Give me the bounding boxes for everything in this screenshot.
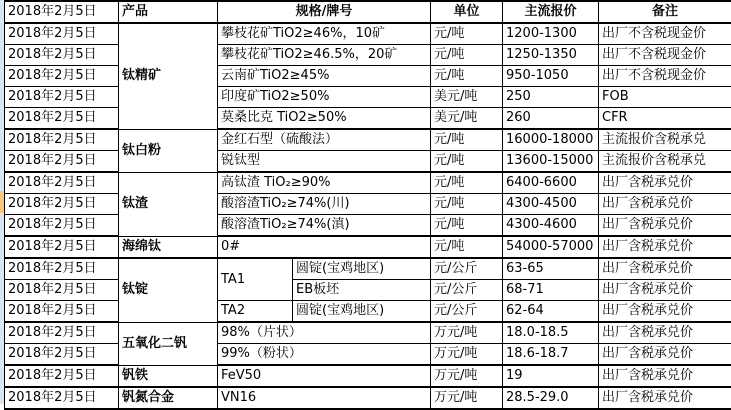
table-row bbox=[5, 387, 731, 409]
cell-price: 1250-1350 bbox=[503, 45, 599, 66]
header-product: 产品 bbox=[119, 1, 218, 23]
cell-note: 出厂含税承兑价 bbox=[599, 322, 731, 344]
cell-unit: 美元/吨 bbox=[431, 108, 503, 130]
cell-spec: 莫桑比克 TiO2≥50% bbox=[218, 108, 431, 130]
header-date: 2018年2月5日 bbox=[5, 1, 119, 23]
cell-date: 2018年2月5日 bbox=[5, 87, 119, 108]
cell-date: 2018年2月5日 bbox=[5, 194, 119, 215]
table-row bbox=[5, 258, 731, 280]
cell-spec: 印度矿TiO2≥50% bbox=[218, 87, 431, 108]
cell-note: 出厂含税承兑价 bbox=[599, 236, 731, 258]
cell-product: 钒氮合金 bbox=[119, 387, 218, 409]
cell-price: 18.6-18.7 bbox=[503, 344, 599, 366]
cell-date: 2018年2月5日 bbox=[5, 45, 119, 66]
cell-grade: TA1 bbox=[218, 258, 293, 301]
cell-note: FOB bbox=[599, 87, 731, 108]
cell-price: 18.0-18.5 bbox=[503, 322, 599, 344]
cell-form: EB板坯 bbox=[293, 280, 431, 301]
table-row bbox=[5, 172, 731, 194]
cell-unit: 元/吨 bbox=[431, 66, 503, 87]
cell-spec: 0# bbox=[218, 236, 431, 258]
cell-price: 4300-4600 bbox=[503, 215, 599, 237]
cell-spec: 高钛渣 TiO₂≥90% bbox=[218, 172, 431, 194]
cell-spec: 酸溶渣TiO₂≥74%(川) bbox=[218, 194, 431, 215]
cell-note: 出厂不含税现金价 bbox=[599, 23, 731, 45]
table-row bbox=[5, 236, 731, 258]
header-note: 备注 bbox=[599, 1, 731, 23]
cell-note: 出厂含税承兑价 bbox=[599, 258, 731, 280]
cell-unit: 元/公斤 bbox=[431, 258, 503, 280]
table-row bbox=[5, 280, 731, 301]
cell-spec: 酸溶渣TiO₂≥74%(滇) bbox=[218, 215, 431, 237]
cell-form: 圆锭(宝鸡地区) bbox=[293, 258, 431, 280]
cell-note: CFR bbox=[599, 108, 731, 130]
table-row bbox=[5, 129, 731, 151]
table-row bbox=[5, 66, 731, 87]
cell-note: 出厂不含税现金价 bbox=[599, 66, 731, 87]
cell-date: 2018年2月5日 bbox=[5, 344, 119, 366]
cell-price: 16000-18000 bbox=[503, 129, 599, 151]
table-row bbox=[5, 365, 731, 387]
table-row bbox=[5, 301, 731, 323]
cell-note: 出厂含税承兑价 bbox=[599, 215, 731, 237]
price-table bbox=[4, 0, 731, 410]
header-price: 主流报价 bbox=[503, 1, 599, 23]
cell-note: 出厂含税承兑价 bbox=[599, 301, 731, 323]
cell-note: 出厂含税承兑价 bbox=[599, 194, 731, 215]
cell-unit: 元/吨 bbox=[431, 151, 503, 173]
cell-price: 54000-57000 bbox=[503, 236, 599, 258]
table-row bbox=[5, 45, 731, 66]
cell-date: 2018年2月5日 bbox=[5, 23, 119, 45]
cell-unit: 万元/吨 bbox=[431, 365, 503, 387]
cell-date: 2018年2月5日 bbox=[5, 108, 119, 130]
cell-spec: 攀枝花矿TiO2≥46.5%，20矿 bbox=[218, 45, 431, 66]
cell-price: 63-65 bbox=[503, 258, 599, 280]
cell-unit: 万元/吨 bbox=[431, 387, 503, 409]
cell-price: 28.5-29.0 bbox=[503, 387, 599, 409]
cell-product: 钛渣 bbox=[119, 172, 218, 236]
cell-date: 2018年2月5日 bbox=[5, 322, 119, 344]
header-spec: 规格/牌号 bbox=[218, 1, 431, 23]
cell-note: 出厂含税承兑价 bbox=[599, 280, 731, 301]
cell-date: 2018年2月5日 bbox=[5, 172, 119, 194]
cell-unit: 元/吨 bbox=[431, 23, 503, 45]
table-row bbox=[5, 194, 731, 215]
cell-product: 钛锭 bbox=[119, 258, 218, 322]
cell-product: 海绵钛 bbox=[119, 236, 218, 258]
cell-note: 出厂含税承兑价 bbox=[599, 172, 731, 194]
cell-product: 钛精矿 bbox=[119, 23, 218, 129]
cell-date: 2018年2月5日 bbox=[5, 387, 119, 409]
cell-date: 2018年2月5日 bbox=[5, 129, 119, 151]
cell-product: 钛白粉 bbox=[119, 129, 218, 172]
cell-spec: 金红石型（硫酸法） bbox=[218, 129, 431, 151]
table-row bbox=[5, 215, 731, 237]
cell-price: 1200-1300 bbox=[503, 23, 599, 45]
cell-grade: TA2 bbox=[218, 301, 293, 323]
cell-unit: 万元/吨 bbox=[431, 344, 503, 366]
cell-note: 出厂不含税现金价 bbox=[599, 45, 731, 66]
cell-price: 260 bbox=[503, 108, 599, 130]
table-row bbox=[5, 322, 731, 344]
cell-date: 2018年2月5日 bbox=[5, 151, 119, 173]
cell-price: 950-1050 bbox=[503, 66, 599, 87]
cell-unit: 美元/吨 bbox=[431, 87, 503, 108]
table-row bbox=[5, 87, 731, 108]
cell-price: 6400-6600 bbox=[503, 172, 599, 194]
cell-price: 19 bbox=[503, 365, 599, 387]
cell-price: 68-71 bbox=[503, 280, 599, 301]
cell-spec: 攀枝花矿TiO2≥46%，10矿 bbox=[218, 23, 431, 45]
cell-date: 2018年2月5日 bbox=[5, 280, 119, 301]
cell-price: 4300-4500 bbox=[503, 194, 599, 215]
cell-unit: 元/吨 bbox=[431, 129, 503, 151]
table-row bbox=[5, 23, 731, 45]
table-row bbox=[5, 108, 731, 130]
cell-note: 出厂含税承兑价 bbox=[599, 365, 731, 387]
cell-unit: 万元/吨 bbox=[431, 322, 503, 344]
cell-form: 圆锭(宝鸡地区) bbox=[293, 301, 431, 323]
cell-unit: 元/吨 bbox=[431, 215, 503, 237]
cell-price: 62-64 bbox=[503, 301, 599, 323]
cell-note: 出厂含税承兑价 bbox=[599, 387, 731, 409]
cell-date: 2018年2月5日 bbox=[5, 365, 119, 387]
cell-date: 2018年2月5日 bbox=[5, 66, 119, 87]
header-row bbox=[5, 1, 731, 23]
cell-date: 2018年2月5日 bbox=[5, 258, 119, 280]
cell-unit: 元/吨 bbox=[431, 45, 503, 66]
cell-spec: 98%（片状） bbox=[218, 322, 431, 344]
cell-product: 钒铁 bbox=[119, 365, 218, 387]
cell-spec: VN16 bbox=[218, 387, 431, 409]
cell-note: 出厂含税承兑价 bbox=[599, 344, 731, 366]
cell-spec: FeV50 bbox=[218, 365, 431, 387]
header-unit: 单位 bbox=[431, 1, 503, 23]
table-row bbox=[5, 151, 731, 173]
cell-unit: 元/吨 bbox=[431, 172, 503, 194]
cell-date: 2018年2月5日 bbox=[5, 215, 119, 237]
cell-unit: 元/公斤 bbox=[431, 280, 503, 301]
cell-note: 主流报价含税承兑 bbox=[599, 151, 731, 173]
table-row bbox=[5, 344, 731, 366]
cell-date: 2018年2月5日 bbox=[5, 236, 119, 258]
cell-spec: 锐钛型 bbox=[218, 151, 431, 173]
cell-unit: 元/公斤 bbox=[431, 301, 503, 323]
cell-unit: 元/吨 bbox=[431, 194, 503, 215]
cell-unit: 元/吨 bbox=[431, 236, 503, 258]
cell-product: 五氧化二钒 bbox=[119, 322, 218, 365]
cell-spec: 99%（粉状） bbox=[218, 344, 431, 366]
cell-note: 主流报价含税承兑 bbox=[599, 129, 731, 151]
cell-spec: 云南矿TiO2≥45% bbox=[218, 66, 431, 87]
cell-price: 250 bbox=[503, 87, 599, 108]
cell-price: 13600-15000 bbox=[503, 151, 599, 173]
cell-date: 2018年2月5日 bbox=[5, 301, 119, 323]
